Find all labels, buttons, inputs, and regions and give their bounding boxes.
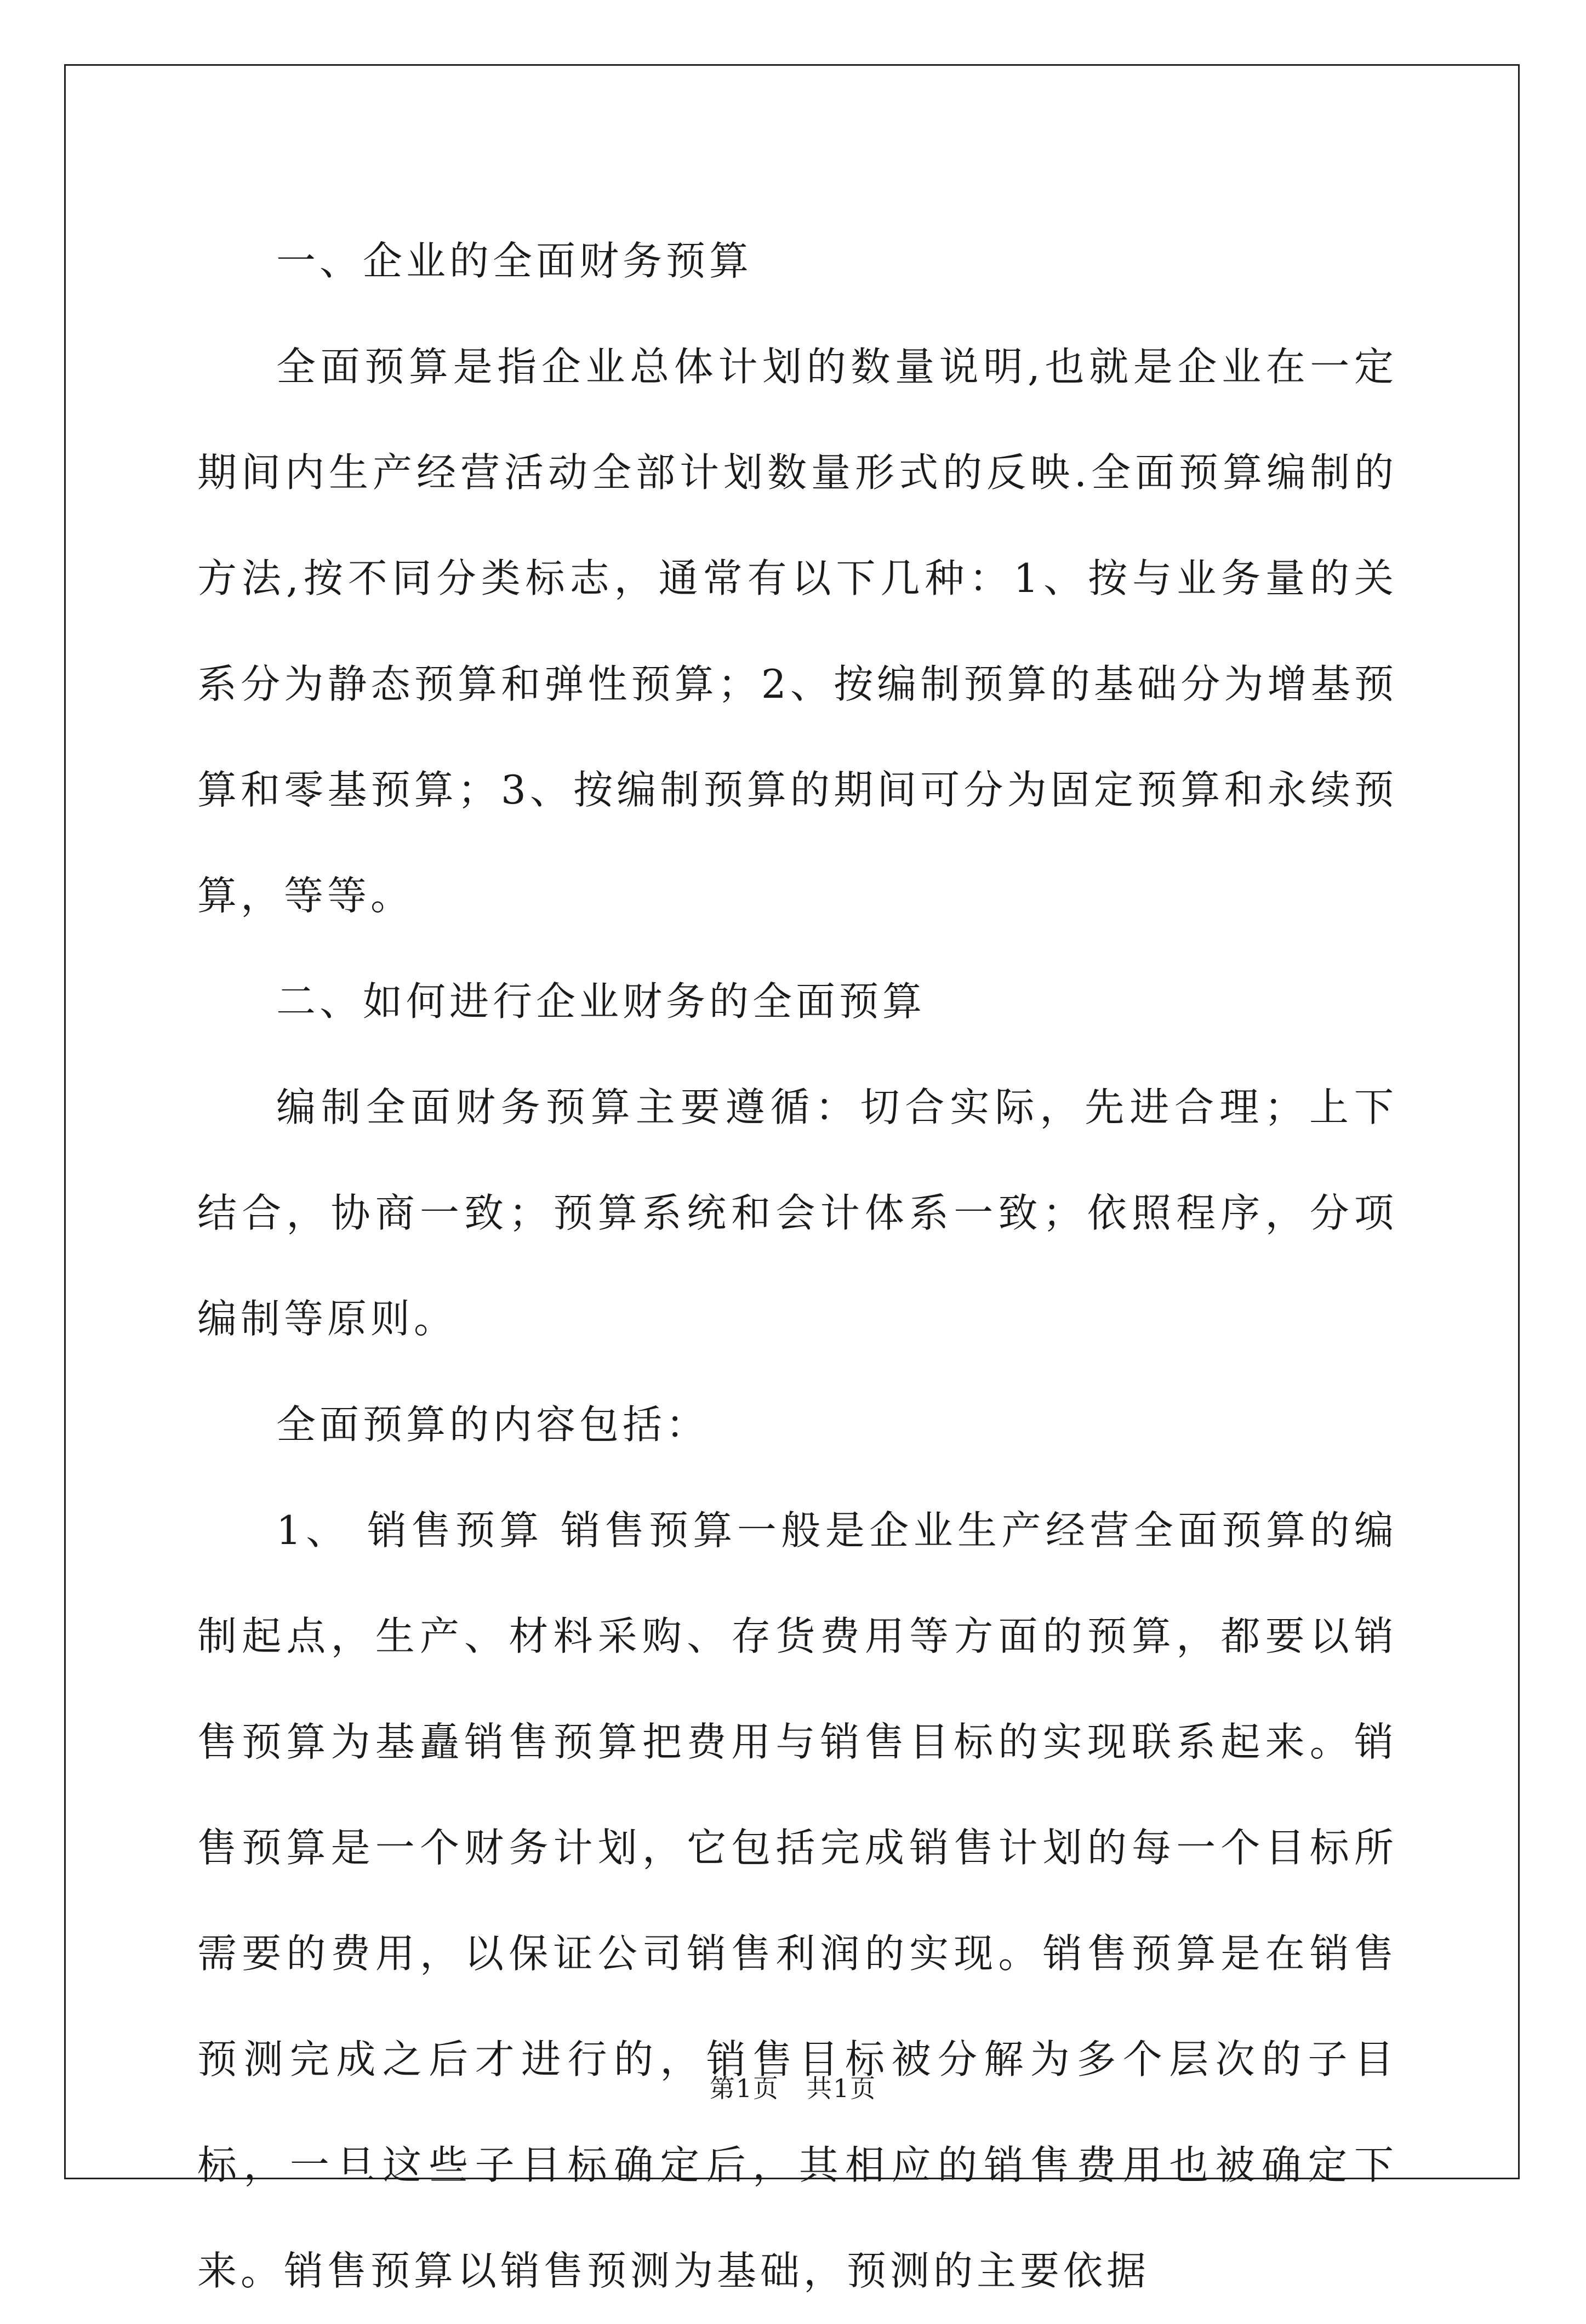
section-heading-1: 一、企业的全面财务预算 xyxy=(276,238,753,284)
page-footer xyxy=(0,2072,1586,2105)
page-number: 第1页 xyxy=(709,2074,779,2103)
paragraph: 1、 销售预算 销售预算一般是企业生产经营全面预算的编制起点，生产、材料采购、存货费用等方面的预算，都要以销售预算为基矗销售预算把费用与销售目标的实现联系起来。销售预算是一个财务计划，它包括完成销售计划的每一个目标所需要的费用，以保证公司销售利润的实现。销售预算是在销售预测完成之后才进行的，销售目标被分解为多个层次的子目标，一旦这些子目标确定后，其相应的销售费用也被确定下来。销售预算以销售预测为基础，预测的主要依据 xyxy=(197,1507,1397,2294)
paragraph: 全面预算是指企业总体计划的数量说明,也就是企业在一定期间内生产经营活动全部计划数量形式的反映.全面预算编制的方法,按不同分类标志，通常有以下几种：1、按与业务量的关系分为静态预算和弹性预算；2、按编制预算的基础分为增基预算和零基预算；3、按编制预算的期间可分为固定预算和永续预算，等等。 xyxy=(197,344,1397,919)
paragraph: 编制全面财务预算主要遵循：切合实际，先进合理；上下结合，协商一致；预算系统和会计体系一致；依照程序，分项编制等原则。 xyxy=(197,1084,1397,1342)
section-heading-2: 二、如何进行企业财务的全面预算 xyxy=(276,978,926,1024)
paragraph: 全面预算的内容包括： xyxy=(276,1402,710,1448)
page-total: 共1页 xyxy=(807,2074,877,2103)
document-body xyxy=(197,208,1397,2324)
